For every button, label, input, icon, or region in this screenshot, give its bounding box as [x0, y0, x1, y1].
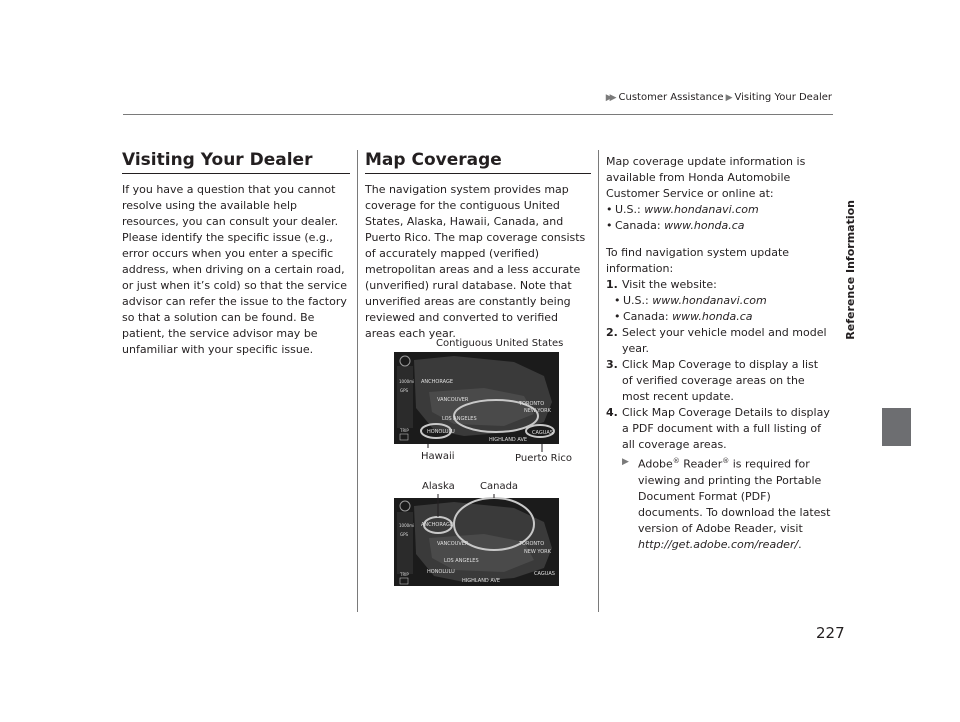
bullet-icon: • — [606, 219, 613, 232]
link-label: Canada: — [615, 219, 661, 232]
map-city-label: NEW YORK — [524, 408, 551, 414]
map-city-label: NEW YORK — [524, 549, 551, 555]
column-divider — [357, 150, 358, 612]
list-item — [606, 202, 832, 218]
map-city-label: VANCOUVER — [437, 397, 469, 403]
double-arrow-icon: ▶▶ — [605, 92, 614, 103]
middle-column — [365, 152, 591, 342]
side-tab[interactable] — [882, 408, 911, 446]
section-title: Visiting Your Dealer — [122, 152, 350, 174]
map-image-us — [394, 352, 559, 460]
gps-label: GPS — [400, 388, 409, 393]
list-item — [606, 293, 832, 309]
step-number: 3. — [606, 358, 618, 371]
step-item — [606, 357, 832, 405]
right-column — [606, 154, 832, 553]
caption-hawaii: Hawaii — [421, 451, 455, 462]
step-text: Click Map Coverage to display a list of verified coverage areas on the most recent update. — [622, 358, 819, 403]
caption-contiguous: Contiguous United States — [436, 338, 564, 349]
map-city-label: CAGUAS — [534, 571, 555, 577]
arrow-icon: ▶ — [622, 457, 626, 467]
map-city-label: CAGUAS — [532, 430, 553, 436]
link[interactable]: www.honda.ca — [664, 219, 745, 232]
list-item — [606, 309, 832, 325]
arrow-icon: ▶ — [725, 92, 730, 103]
scale-label: 1000mi — [399, 379, 415, 384]
breadcrumb-item[interactable]: Customer Assistance — [618, 92, 724, 103]
paragraph: To find navigation system update information: — [606, 246, 790, 275]
caption-puerto-rico: Puerto Rico — [515, 453, 573, 464]
step-number: 1. — [606, 278, 618, 291]
map-city-label: TORONTO — [519, 401, 545, 407]
paragraph: If you have a question that you cannot resolve using the available help resources, you can consult your dealer. Please identify the specific issue (e.g., error occurs when you enter a specific address, when driving on a certain road, or just when it’s cold) so that the service advisor can refer the issue to the factory so that a solution can be found. Be patient, the service advisor may be unfamiliar with your specific issue. — [122, 183, 347, 356]
link[interactable]: www.hondanavi.com — [644, 203, 759, 216]
step-text: Visit the website: — [622, 278, 717, 291]
paragraph: Map coverage update information is available from Honda Automobile Customer Service or online at: — [606, 155, 806, 200]
step-number: 4. — [606, 406, 618, 419]
step-text: Select your vehicle model and model year. — [622, 326, 827, 355]
link[interactable]: http://get.adobe.com/reader/ — [638, 537, 799, 551]
bullet-icon: • — [614, 310, 621, 323]
link[interactable]: www.hondanavi.com — [652, 294, 767, 307]
page-number: 227 — [816, 624, 845, 642]
breadcrumb — [606, 92, 832, 103]
list-item — [606, 218, 832, 234]
map-city-label: HONOLULU — [427, 569, 455, 575]
link-label: U.S.: — [623, 294, 649, 307]
step-text: Click Map Coverage Details to display a PDF document with a full listing of all coverage areas. — [622, 406, 830, 451]
step-item — [606, 405, 832, 453]
side-tab-label: Reference Information — [844, 200, 857, 340]
gps-label: GPS — [400, 532, 409, 537]
bullet-icon: • — [614, 294, 621, 307]
column-divider — [598, 150, 599, 612]
map-city-label: LOS ANGELES — [442, 416, 477, 422]
step-item — [606, 277, 832, 293]
link-label: Canada: — [623, 310, 669, 323]
note — [606, 453, 832, 553]
map-image-canada — [394, 494, 559, 586]
bullet-icon: • — [606, 203, 613, 216]
left-column — [122, 152, 350, 358]
step-item — [606, 325, 832, 357]
paragraph: The navigation system provides map coverage for the contiguous United States, Alaska, Hawaii, Canada, and Puerto Rico. The map coverage consists of accurately mapped (verified) metropolitan areas and a less accurate (unverified) rural database. Note that unverified areas are constantly being reviewed and converted to verified areas each year. — [365, 183, 586, 340]
map-city-label: TORONTO — [519, 541, 545, 547]
link[interactable]: www.honda.ca — [672, 310, 753, 323]
map-city-label: ANCHORAGE — [421, 522, 453, 528]
map-city-label: HONOLULU — [427, 429, 455, 435]
map-street-label: HIGHLAND AVE — [489, 437, 528, 443]
header-rule — [123, 114, 833, 115]
section-title: Map Coverage — [365, 152, 591, 174]
map-city-label: ANCHORAGE — [421, 379, 453, 385]
link-label: U.S.: — [615, 203, 641, 216]
map-city-label: VANCOUVER — [437, 541, 469, 547]
step-number: 2. — [606, 326, 618, 339]
scale-label: 1000mi — [399, 523, 415, 528]
trip-label: TRIP — [400, 572, 409, 577]
caption-alaska: Alaska — [422, 481, 455, 492]
caption-canada: Canada — [480, 481, 519, 492]
map-street-label: HIGHLAND AVE — [462, 578, 501, 584]
note-text: Adobe® Reader® is required for viewing and printing the Portable Document Format (PDF) documents. To download the latest version of Adobe Reader, visit http://get.adobe.com/reader/. — [638, 457, 831, 551]
trip-label: TRIP — [400, 428, 409, 433]
map-city-label: LOS ANGELES — [444, 558, 479, 564]
breadcrumb-item[interactable]: Visiting Your Dealer — [734, 92, 832, 103]
